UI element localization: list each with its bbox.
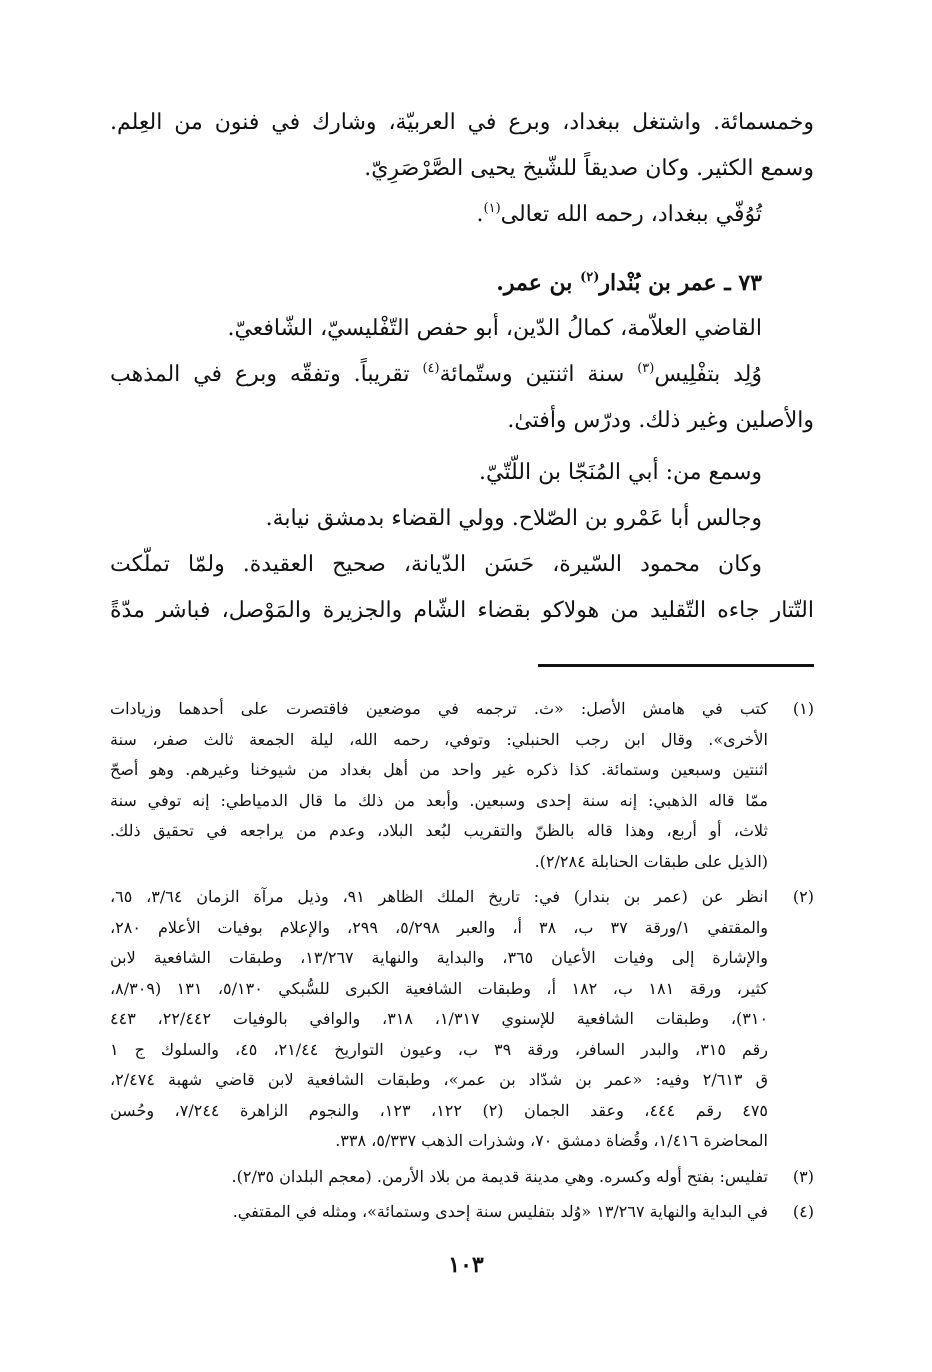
footnote-line: رقم ٣١٥، والبدر السافر، ورقة ٣٩ ب، وعيون التواريخ ٢١/٤٤، ٤٥، والسلوك ج ١ [110,1039,769,1059]
footnote-separator [538,664,814,667]
footnote-line: الأخرى». وقال ابن رجب الحنبلي: وتوفي، رحمه الله، ليلة الجمعة ثالث صفر، سنة [110,729,768,749]
footnote-number: (٤) [792,1202,814,1221]
footnote-line: والإشارة إلى وفيات الأعيان ٣٦٥، والبداية والنهاية ١٣/٢٦٧، وطبقات الشافعية لابن [110,948,768,967]
footnote-line: تفليس: بفتح أوله وكسره. وهي مدينة قديمة من بلاد الأرمن. (معجم البلدان ٢/٣٥). [231,1166,768,1186]
footnote-ref-2: (٢) [580,270,600,285]
footnote-line: كتب في هامش الأصل: «ث. ترجمه في موضعين فاقتصرت على أحدهما وزيادات [110,699,768,718]
text-line: التّتار جاءه التّقليد من هولاكو بقضاء الشّام والجزيرة والمَوْصل، فباشر مدّةً [110,598,814,623]
footnote-ref-4: (٤) [422,361,440,376]
main-text [110,100,814,634]
death-text: تُوُفّي ببغداد، رحمه الله تعالى [500,202,762,227]
footnote-line: انظر عن (عمر بن بندار) في: تاريخ الملك الظاهر ٩١، وذيل مرآة الزمان ٣/٦٤، ٦٥، [110,887,769,906]
footnote-number: (٢) [792,887,814,906]
footnote-line: ٤٧٥ رقم ٤٤٤، وعقد الجمان (٢) ١٢٢، ١٢٣، والنجوم الزاهرة ٧/٢٤٤، وحُسن [110,1100,769,1120]
footnote-ref-3: (٣) [637,361,655,376]
entry-heading [110,260,814,306]
title-line: القاضي العلاّمة، كمالُ الدّين، أبو حفص التّفْليسيّ، الشّافعيّ. [227,316,762,341]
birth-c: تقريباً. وتفقّه وبرع في المذهب [110,362,410,387]
birth-a: وُلِد بتفْلِيس [654,362,762,387]
footnote-line: اثنتين وسبعين وستمائة. كذا ذكره غير واحد من أهل بغداد من شيوخنا وغيرهم. وهو أصحّ [110,760,768,779]
footnote-number: (١) [792,699,814,718]
footnote-line: والمقتفي ١/ورقة ٣٧ ب، ٣٨ أ، والعبر ٥/٢٩٨، ٢٩٩، والإعلام بوفيات الأعلام ٢٨٠، [110,917,769,937]
footnote [110,1162,814,1193]
footnote-number: (٣) [792,1166,814,1186]
death-line [110,192,814,238]
footnote-line: (الذيل على طبقات الحنابلة ٢/٢٨٤). [534,851,768,871]
text-line: وكان محمود السّيرة، حَسَن الدّيانة، صحيح العقيدة. ولمّا تملّكت [110,552,762,577]
footnote [110,882,814,1157]
footnote [110,1197,814,1228]
footnote-line: في البداية والنهاية ١٣/٢٦٧ «وُلد بتفليس سنة إحدى وستمائة»، ومثله في المقتفي. [232,1202,768,1221]
footnotes [110,694,814,1233]
entry-number: ٧٣ ـ [724,270,762,296]
entry-name-end: بن عمر. [496,270,573,296]
entry-name: عمر بن بُنْدار [599,270,717,296]
text-line: والأصلين وغير ذلك. ودرّس وأفتىٰ. [507,408,814,433]
text-line: وسمع الكثير. وكان صديقاً للشّيخ يحيى الصَّرْصَرِيّ. [364,156,814,181]
text-line: وخمسمائة. واشتغل ببغداد، وبرع في العربيّة، وشارك في فنون من العِلم. [110,110,814,135]
death-end: . [476,202,484,227]
text-line: وجالس أبا عَمْرو بن الصّلاح. وولي القضاء بدمشق نيابة. [265,506,762,531]
text-line: وسمع من: أبي المُنَجّا بن اللّتّيّ. [479,460,762,485]
footnote-line: ممّا قاله الذهبي: إنه سنة إحدى وسبعين. وأبعد من ذلك ما قال الدمياطي: إنه توفي سنة [110,790,768,810]
page-number: ١٠٣ [448,1252,484,1278]
footnote-line: ق ٢/٦١٣ وفيه: «عمر بن شدّاد بن عمر»، وطبقات الشافعية لابن قاضي شهبة ٢/٤٧٤، [110,1070,768,1089]
birth-b: سنة اثنتين وستّمائة [439,362,625,387]
footnote-line: ٣١٠)، وطبقات الشافعية للإسنوي ١/٣١٧، ٣١٨، والوافي بالوفيات ٢٢/٤٤٢، ٤٤٣ [110,1009,769,1028]
footnote-line: ثلاث، أو أربع، وهذا قاله بالظنّ والتقريب لبُعد البلاد، وعدم من يراجعه في تحقيق ذلك. [110,821,768,840]
footnote-line: المحاضرة ١/٤١٦، وقُضاة دمشق ٧٠، وشذرات الذهب ٥/٣٣٧، ٣٣٨. [335,1131,768,1150]
birth-line [110,352,814,398]
footnote-line: كثير، ورقة ١٨١ ب، ١٨٢ أ، وطبقات الشافعية الكبرى للسُّبكي ٥/١٣٠، ١٣١ (٨/٣٠٩، [110,978,769,998]
footnote [110,694,814,877]
footnote-ref-1: (١) [483,201,501,216]
